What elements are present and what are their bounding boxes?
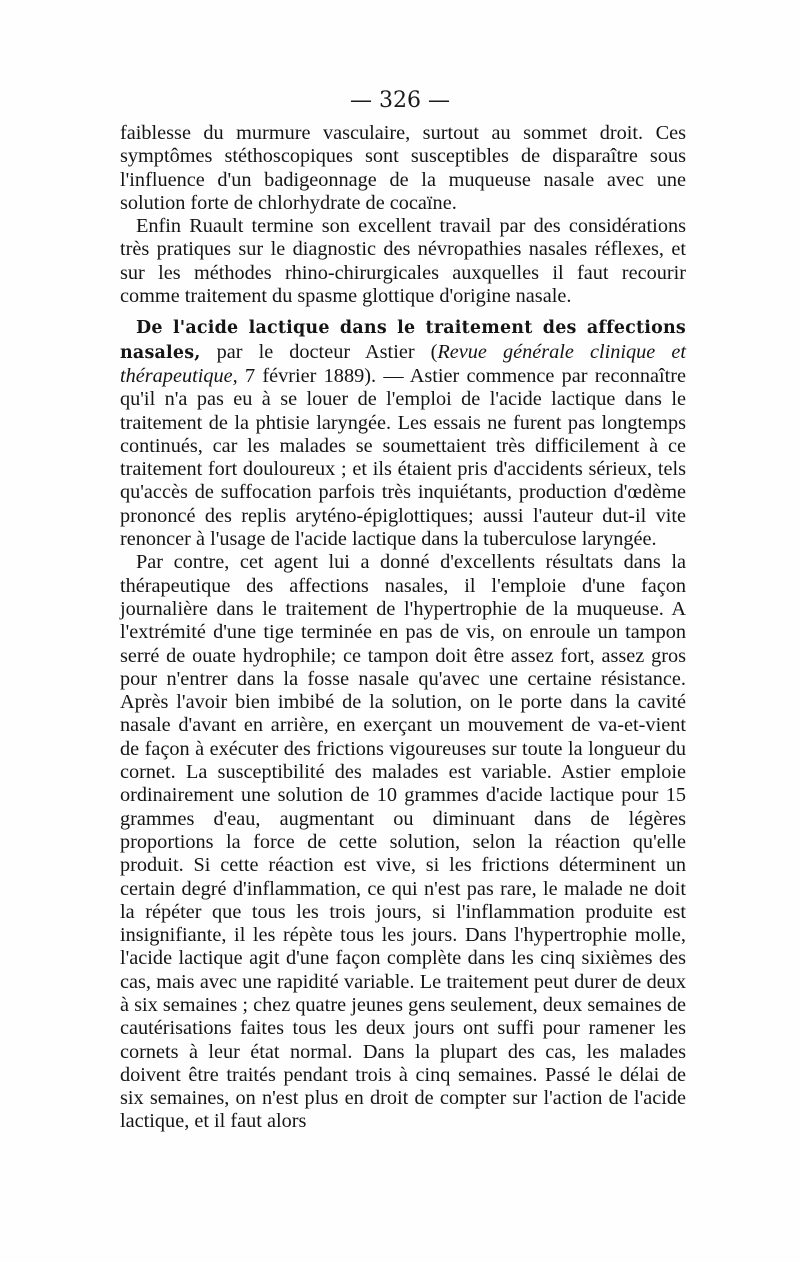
section-title: De l'acide lactique dans le traitement des affections nasales, (120, 318, 686, 363)
publication-date: 7 février 1889). (237, 364, 377, 387)
journal-title: Revue générale clinique et thérapeutique, (120, 340, 686, 387)
author-intro: par le docteur Astier ( (200, 340, 438, 363)
body-text (120, 122, 686, 1134)
paragraph-4: Par contre, cet agent lui a donné d'excellents résultats dans la thérapeutique des affections nasales, il l'emploie d'une façon journalière dans le traitement de l'hypertrophie de la muqueuse. A l'extrémité d'une tige terminée en pas de vis, on enroule un tampon serré de ouate hydrophile; ce tampon doit être assez fort, assez gros pour n'entrer dans la fosse nasale qu'avec une certaine résistance. Après l'avoir bien imbibé de la solution, on le porte dans la cavité nasale d'avant en arrière, en exerçant un mouvement de va-et-vient de façon à exécuter des frictions vigoureuses sur toute la longueur du cornet. La susceptibilité des malades est variable. Astier emploie ordinairement une solution de 10 grammes d'acide lactique pour 15 grammes d'eau, augmentant ou diminuant dans de légères proportions la force de cette solution, selon la réaction qu'elle produit. Si cette réaction est vive, si les frictions déterminent un certain degré d'inflammation, ce qui n'est pas rare, le malade ne doit la répéter que tous les trois jours, si l'inflammation produite est insignifiante, il les répète tous les jours. Dans l'hypertrophie molle, l'acide lactique agit d'une façon complète dans les cinq sixièmes des cas, mais avec une rapidité variable. Le traitement peut durer de deux à six semaines ; chez quatre jeunes gens seulement, deux semaines de cautérisations faites tous les deux jours ont suffi pour ramener les cornets à leur état normal. Dans la plupart des cas, les malades doivent être traités pendant trois à cinq semaines. Passé le délai de six semaines, on n'est plus en droit de compter sur l'action de l'acide lactique, et il faut alors (120, 551, 686, 1133)
page-number: — 326 — (350, 88, 450, 113)
paragraph-3-body: — Astier commence par reconnaître qu'il n'a pas eu à se louer de l'emploi de l'acide lactique dans le traitement de la phtisie laryngée. Les essais ne furent pas longtemps continués, car les malades se soumettaient très difficilement à ce traitement fort douloureux ; et ils étaient pris d'accidents sérieux, tels qu'accès de suffocation parfois très inquiétants, production d'œdème prononcé des replis aryténo-épiglottiques; aussi l'auteur dut-il vite renoncer à l'usage de l'acide lactique dans la tuberculose laryngée. (120, 364, 686, 551)
paragraph-1: faiblesse du murmure vasculaire, surtout au sommet droit. Ces symptômes stéthoscopiques sont susceptibles de disparaître sous l'influence d'un badigeonnage de la muqueuse nasale avec une solution forte de chlorhydrate de cocaïne. (120, 122, 686, 214)
paragraph-2: Enfin Ruault termine son excellent travail par des considérations très pratiques sur le diagnostic des névropathies nasales réflexes, et sur les méthodes rhino-chirurgicales auxquelles il faut recourir comme traitement du spasme glottique d'origine nasale. (120, 215, 686, 308)
paragraph-3 (120, 316, 686, 551)
